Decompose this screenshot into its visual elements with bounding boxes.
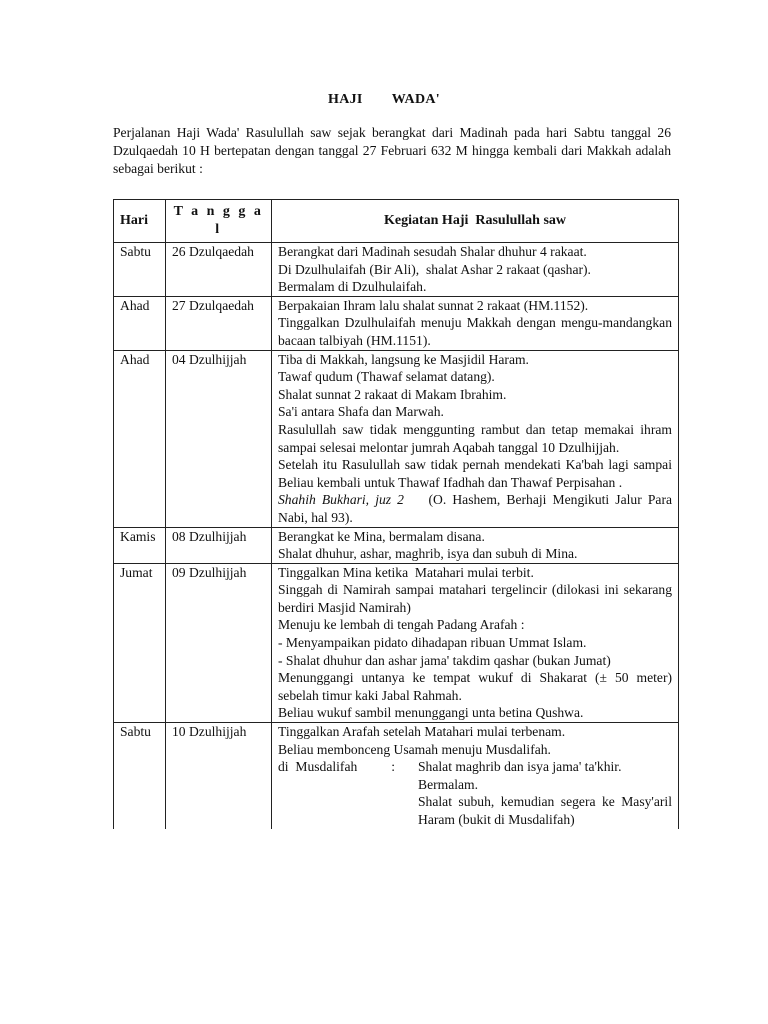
table-row [114,243,679,297]
musdalifah-list [418,758,672,828]
activity-line: - Shalat dhuhur dan ashar jama' takdim qashar (bukan Jumat) [278,652,611,668]
cell-tanggal: 09 Dzulhijjah [166,563,272,722]
list-item: Shalat subuh, kemudian segera ke Masy'aril Haram (bukit di Musdalifah) [418,794,672,827]
cell-hari: Sabtu [114,723,166,829]
activity-line: Sa'i antara Shafa dan Marwah. [278,404,444,420]
activity-line: Tawaf qudum (Thawaf selamat datang). [278,369,495,385]
cell-tanggal: 26 Dzulqaedah [166,243,272,297]
activity-line: Berangkat ke Mina, bermalam disana. [278,528,485,544]
document-title: HAJI WADA' [328,92,440,107]
activity-line: Shalat sunnat 2 rakaat di Makam Ibrahim. [278,386,507,402]
cell-hari: Kamis [114,527,166,563]
activity-line: Tinggalkan Mina ketika Matahari mulai terbit. [278,564,534,580]
list-item: Bermalam. [418,776,479,792]
activity-line: Singgah di Namirah sampai matahari tergelincir (dilokasi ini sekarang berdiri Masjid Namirah) [278,582,672,615]
activity-line: Beliau wukuf sambil menunggangi unta betina Qushwa. [278,705,584,721]
cell-kegiatan [272,350,679,527]
musdalifah-label: di Musdalifah : [278,759,396,775]
cell-kegiatan [272,296,679,350]
activity-line: Bermalam di Dzulhulaifah. [278,279,427,295]
activity-line: Berangkat dari Madinah sesudah Shalar dhuhur 4 rakaat. [278,244,587,259]
cell-kegiatan [272,563,679,722]
activity-line: Tinggalkan Arafah setelah Matahari mulai terbenam. [278,724,566,740]
table-row [114,527,679,563]
activity-line: Tiba di Makkah, langsung ke Masjidil Haram. [278,351,529,367]
table-row [114,350,679,527]
cell-tanggal: 04 Dzulhijjah [166,350,272,527]
cell-hari: Ahad [114,350,166,527]
table-header-row [114,200,679,243]
cell-tanggal: 27 Dzulqaedah [166,296,272,350]
intro-paragraph: Perjalanan Haji Wada' Rasulullah saw sejak berangkat dari Madinah pada hari Sabtu tanggal 26 Dzulqaedah 10 H bertepatan dengan tanggal 27 Februari 632 M hingga kembali dari Makkah adalah sebagai berikut : [113,125,671,176]
cell-hari: Jumat [114,563,166,722]
table-row [114,563,679,722]
list-item: Shalat maghrib dan isya jama' ta'khir. [418,759,622,775]
activity-line: - Menyampaikan pidato dihadapan ribuan Ummat Islam. [278,635,587,651]
activity-line: Setelah itu Rasulullah saw tidak pernah mendekati Ka'bah lagi sampai Beliau kembali untuk Thawaf Ifadhah dan Thawaf Perpisahan . [278,457,672,490]
header-hari: Hari [114,200,166,243]
cell-tanggal: 08 Dzulhijjah [166,527,272,563]
activity-line: Rasulullah saw tidak menggunting rambut dan tetap memakai ihram sampai selesai melontar jumrah Aqabah tanggal 10 Dzulhijjah. [278,421,672,455]
cell-kegiatan [272,527,679,563]
table-row [114,296,679,350]
header-tanggal: T a n g g a l [166,200,272,243]
activity-line: Menuju ke lembah di tengah Padang Arafah : [278,617,525,633]
source-italic: Shahih Bukhari, juz 2 [278,492,404,508]
header-kegiatan: Kegiatan Haji Rasulullah saw [272,200,679,243]
musdalifah-block [278,758,672,828]
cell-kegiatan [272,243,679,297]
activity-line: Menunggangi untanya ke tempat wukuf di Shakarat (± 50 meter) sebelah timur kaki Jabal Rahmah. [278,670,672,703]
activity-line: Di Dzulhulaifah (Bir Ali), shalat Ashar 2 rakaat (qashar). [278,261,591,277]
cell-kegiatan [272,723,679,829]
cell-hari: Sabtu [114,243,166,297]
cell-tanggal: 10 Dzulhijjah [166,723,272,829]
activity-line: Shalat dhuhur, ashar, maghrib, isya dan subuh di Mina. [278,546,578,562]
source-tail: (O. Hashem, Berhaji Mengikuti Jalur Para Nabi, hal 93). [278,492,673,525]
table-row [114,723,679,829]
activity-line: Berpakaian Ihram lalu shalat sunnat 2 rakaat (HM.1152). [278,297,589,313]
source-citation [278,491,672,526]
cell-hari: Ahad [114,296,166,350]
activity-line: Tinggalkan Dzulhulaifah menuju Makkah dengan mengu-mandangkan bacaan talbiyah (HM.1151). [278,315,672,348]
activity-line: Beliau membonceng Usamah menuju Musdalifah. [278,741,551,757]
schedule-table [113,199,679,829]
